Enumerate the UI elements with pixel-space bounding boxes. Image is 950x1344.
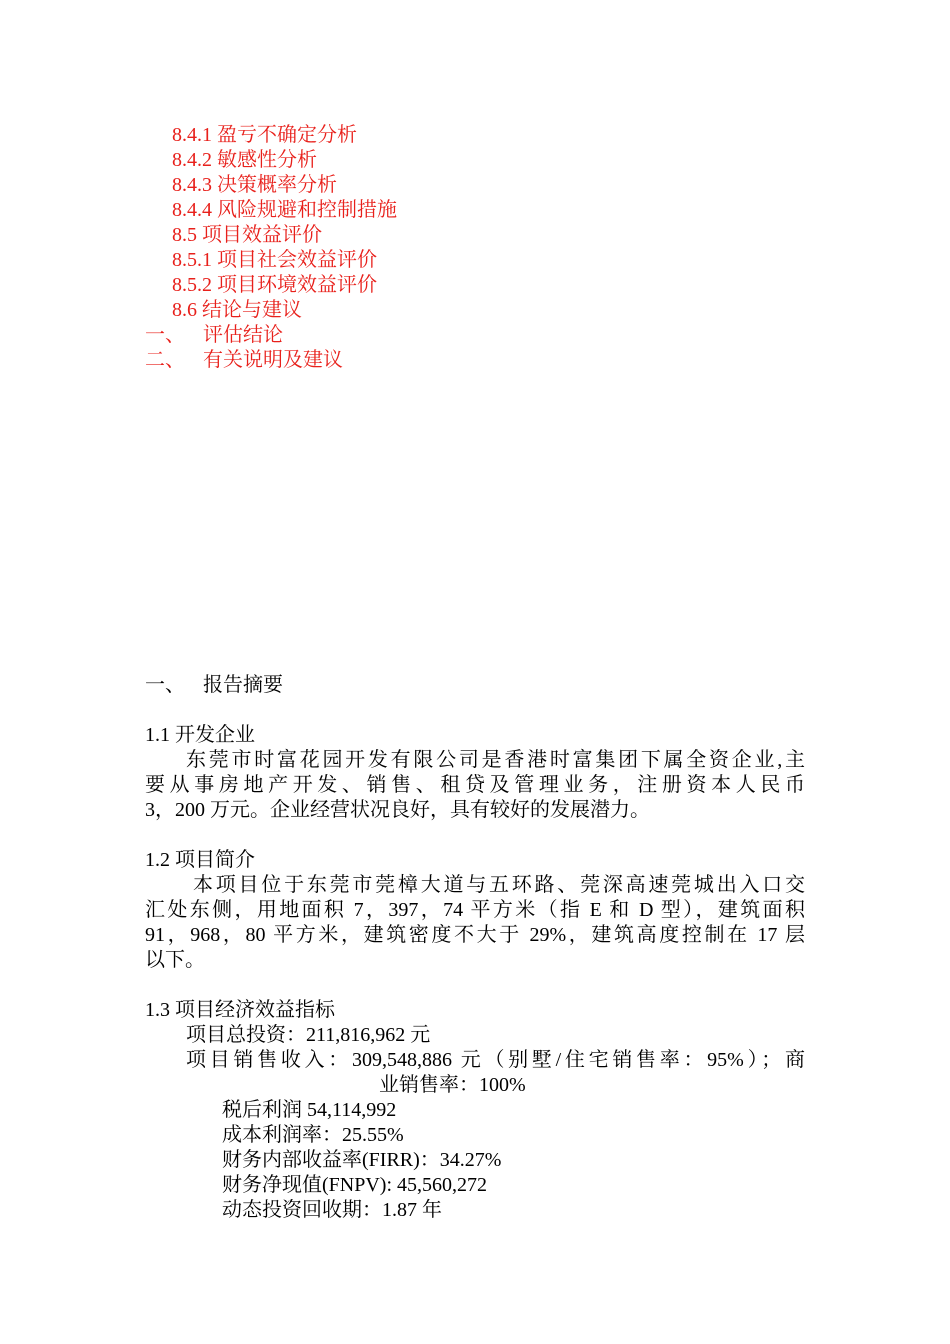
toc-item[interactable]: 8.5.1 项目社会效益评价 (172, 249, 377, 271)
toc-item[interactable]: 8.4.3 决策概率分析 (172, 174, 337, 196)
toc-item[interactable]: 8.4.1 盈亏不确定分析 (172, 124, 357, 146)
paragraph-line: 要从事房地产开发、销售、租贷及管理业务，注册资本人民币 (145, 774, 805, 796)
paragraph-line: 3，200 万元。企业经营状况良好，具有较好的发展潜力。 (145, 799, 650, 821)
subsection-heading: 1.1 开发企业 (145, 724, 255, 746)
paragraph-line: 东莞市时富花园开发有限公司是香港时富集团下属全资企业,主 (186, 749, 805, 771)
toc-top-item[interactable]: 评估结论 (203, 324, 283, 346)
paragraph-line: 汇处东侧，用地面积 7，397，74 平方米（指 E 和 D 型），建筑面积 (145, 899, 805, 921)
toc-item[interactable]: 8.4.2 敏感性分析 (172, 149, 317, 171)
toc-item[interactable]: 8.6 结论与建议 (172, 299, 302, 321)
section-heading-num: 一、 (145, 674, 185, 696)
metric-item: 动态投资回收期：1.87 年 (222, 1199, 442, 1221)
toc-top-item[interactable]: 有关说明及建议 (203, 349, 343, 371)
metric-item: 成本利润率：25.55% (222, 1124, 404, 1146)
toc-top-item-num: 二、 (145, 349, 185, 371)
toc-item[interactable]: 8.5.2 项目环境效益评价 (172, 274, 377, 296)
metric-revenue: 项目销售收入：309,548,886 元（别墅/住宅销售率：95%）；商 (186, 1049, 805, 1071)
metric-revenue-cont: 业销售率：100% (379, 1074, 526, 1096)
subsection-heading: 1.2 项目简介 (145, 849, 255, 871)
metric-investment: 项目总投资：211,816,962 元 (186, 1024, 431, 1046)
section-heading: 报告摘要 (203, 674, 283, 696)
metric-item: 财务内部收益率(FIRR)：34.27% (222, 1149, 502, 1171)
metric-item: 税后利润 54,114,992 (222, 1099, 397, 1121)
toc-top-item-num: 一、 (145, 324, 185, 346)
metric-item: 财务净现值(FNPV): 45,560,272 (222, 1174, 488, 1196)
subsection-heading: 1.3 项目经济效益指标 (145, 999, 335, 1021)
paragraph-line: 本项目位于东莞市莞樟大道与五环路、莞深高速莞城出入口交 (193, 874, 805, 896)
toc-item[interactable]: 8.5 项目效益评价 (172, 224, 322, 246)
paragraph-line: 91，968，80 平方米，建筑密度不大于 29%，建筑高度控制在 17 层 (145, 924, 805, 946)
paragraph-line: 以下。 (145, 949, 205, 971)
toc-item[interactable]: 8.4.4 风险规避和控制措施 (172, 199, 397, 221)
